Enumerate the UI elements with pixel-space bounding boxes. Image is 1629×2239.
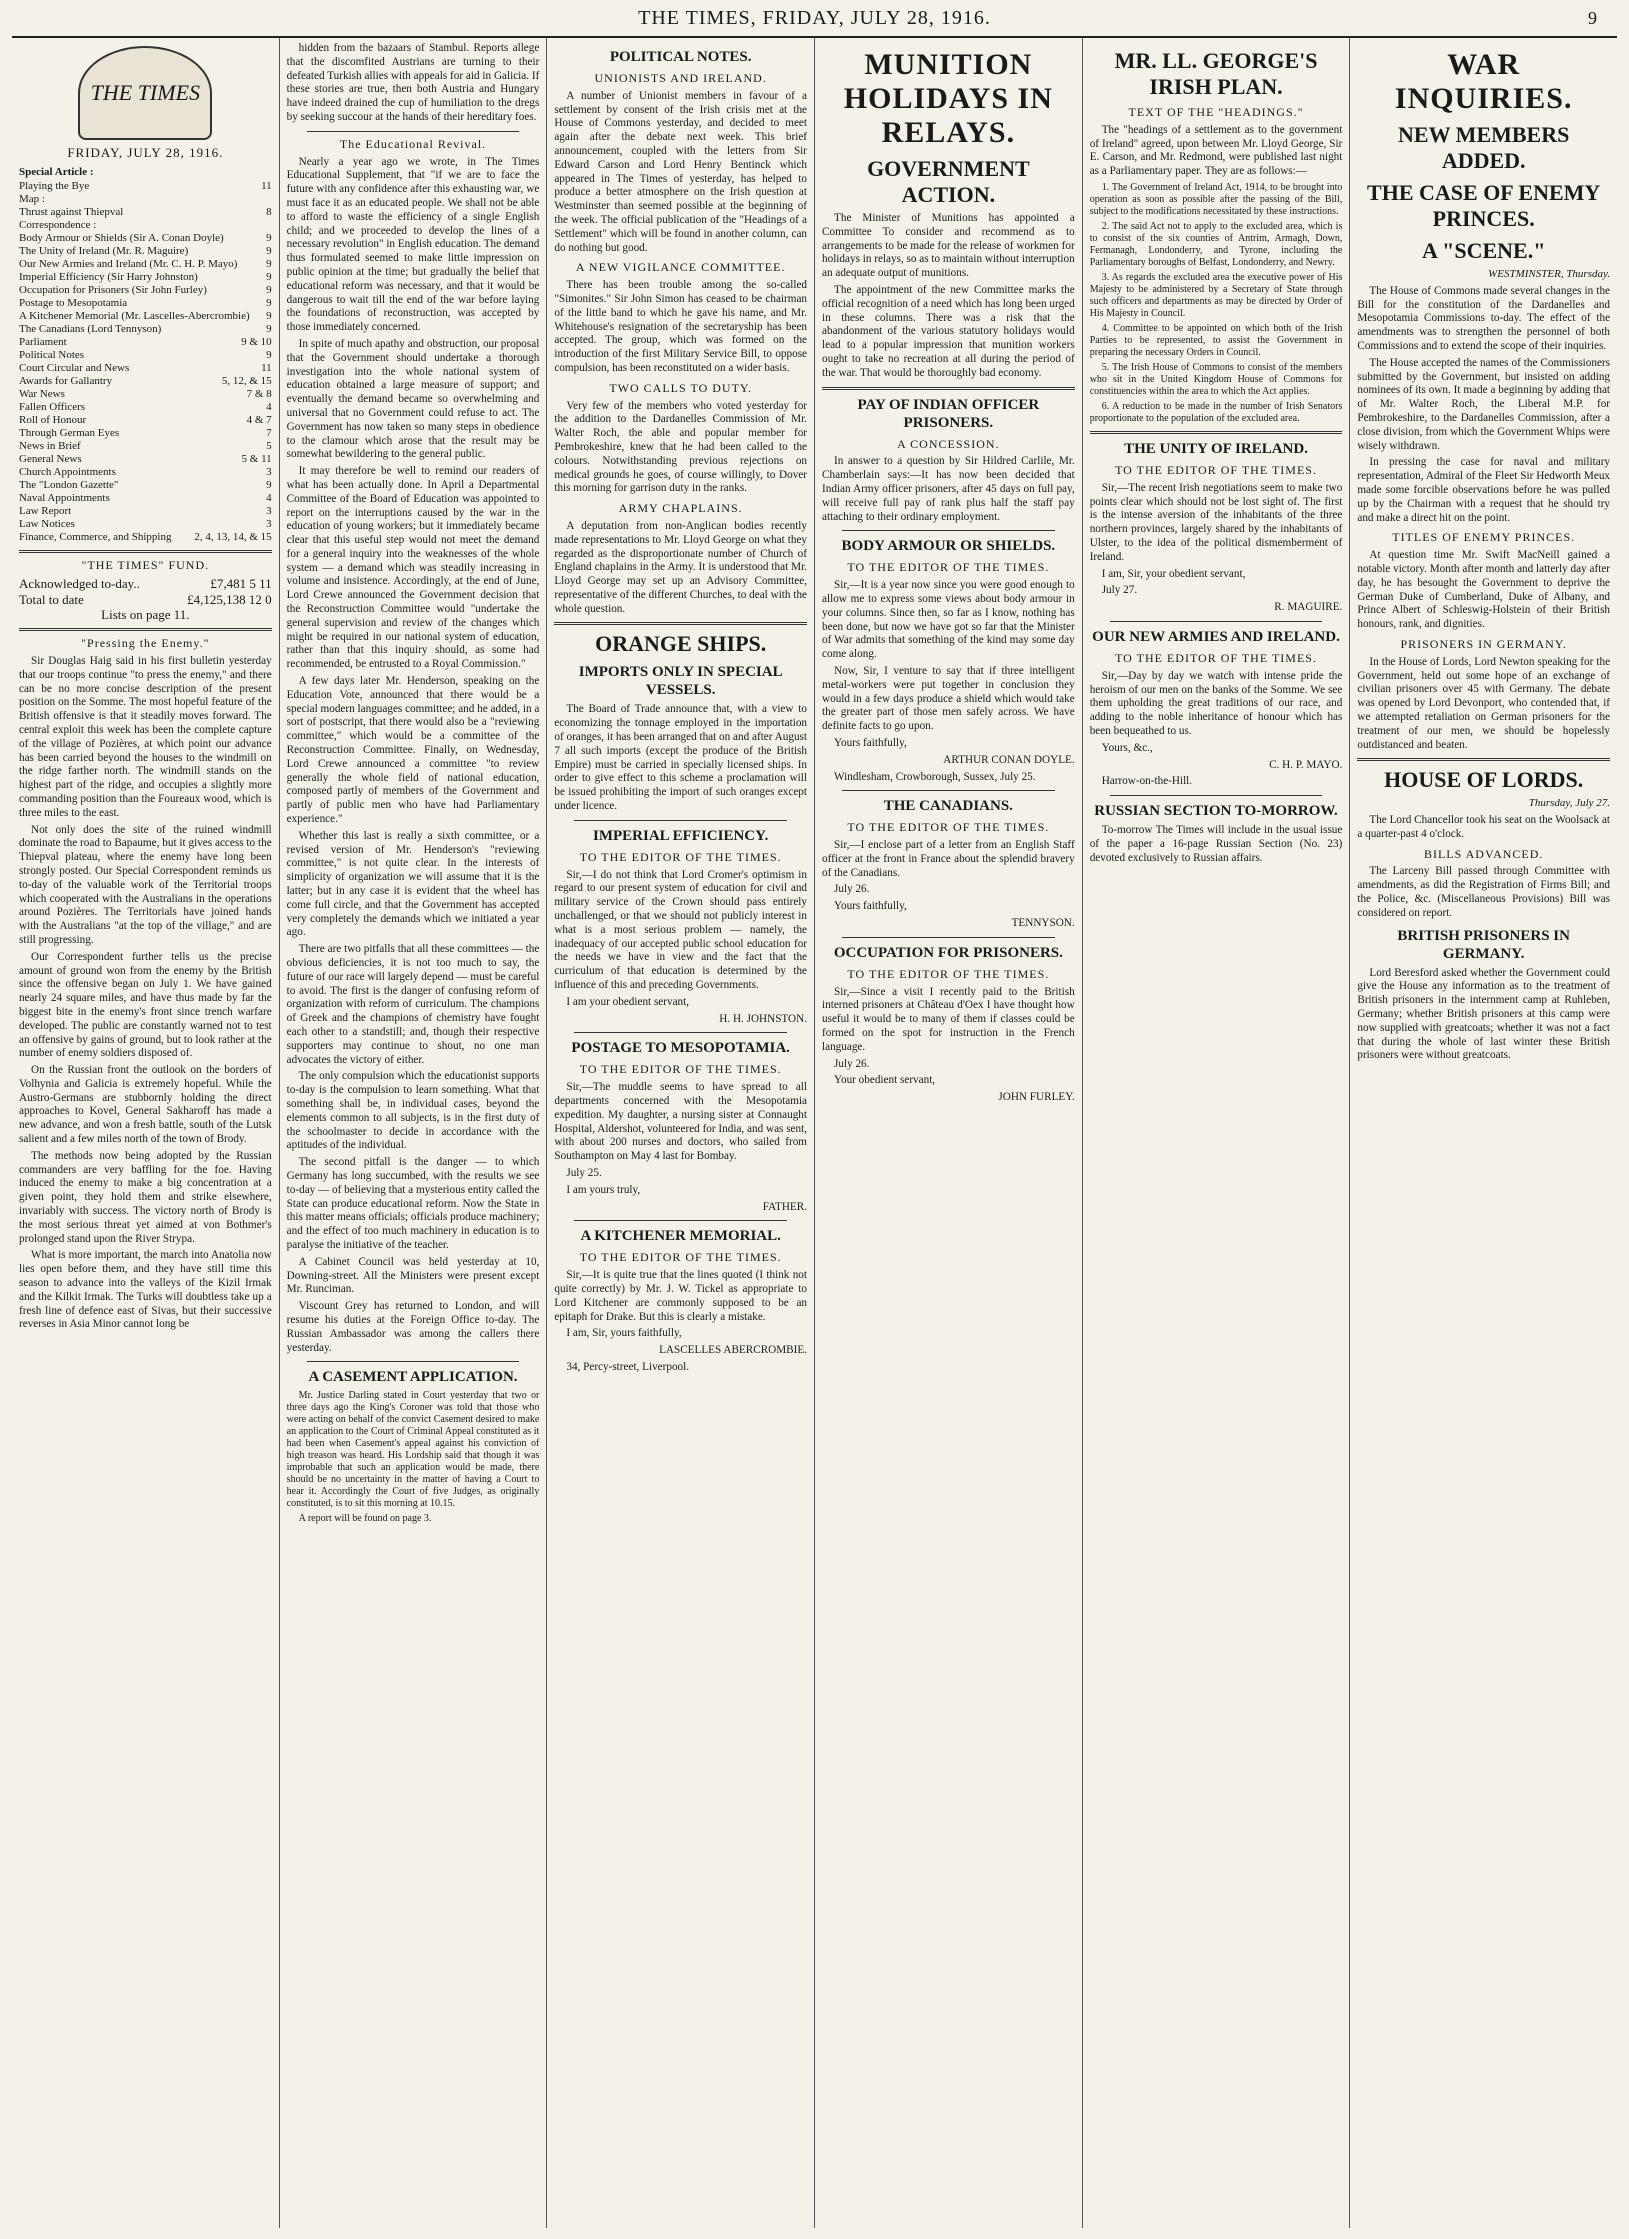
index-entry (19, 271, 272, 284)
body-armour-close: Yours faithfully, (834, 736, 907, 749)
efficiency-signature: H. H. JOHNSTON. (719, 1012, 808, 1025)
index-entry-label: News in Brief (19, 439, 81, 452)
index-entry-page: 9 & 10 (241, 335, 272, 348)
body-armour-heading: BODY ARMOUR OR SHIELDS. (841, 538, 1056, 555)
index-entry-label: Thrust against Thiepval (19, 205, 124, 218)
education-paragraph: A few days later Mr. Henderson, speaking on the Education Vote, announced that there would be a special modern languages committee; and he added, in a sort of postscript, that there would also be a "reviewing committee," which would be a committee of the Reconstruction Committee. Finally, on Wednesday, Lord Crewe announced a committee "to review generally the whole field of national education, composed partly of members of the Government and partly of public men who have had Parliamentary experience." (286, 675, 540, 826)
irish-plan-heading: MR. LL. GEORGE'S IRISH PLAN. (1114, 48, 1318, 99)
occupation-heading: OCCUPATION FOR PRISONERS. (833, 944, 1063, 961)
index-entry-page: 9 (266, 283, 272, 296)
divider (1357, 758, 1610, 761)
index-entry-label: Body Armour or Shields (Sir A. Conan Doyle) (19, 231, 224, 244)
british-prisoners-heading: BRITISH PRISONERS IN GERMANY. (1397, 927, 1570, 962)
unity-date: July 27. (1101, 584, 1138, 597)
index-entry-label: The "London Gazette" (19, 478, 119, 491)
divider (574, 1032, 787, 1033)
vigilance-text: There has been trouble among the so-called "Simonites." Sir John Simon has ceased to be chairman of the little band to which he gave his name, and Mr. Whitehouse's resignation of the secretaryship has been accepted. The group, which was formed on the introduction of the first Military Service Bill, to oppose compulsion, has been reconstituted on a wider basis. (554, 279, 808, 374)
bills-text: The Larceny Bill passed through Committee with amendments, as did the Registration of Firms Bill; and the Police, &c. (Miscellaneous Provisions) Bill was considered on report. (1357, 865, 1611, 919)
fund-total-value: £4,125,138 12 0 (187, 592, 272, 608)
casement-footer: A report will be found on page 3. (298, 1513, 432, 1525)
index-entry (19, 531, 272, 544)
index-entry (19, 219, 272, 232)
war-inquiries-text-3: In pressing the case for naval and military representation, Admiral of the Fleet Sir Hedworth Meux made some forcible observations before he was pulled up by the Chairman with a request that he should try and make a direct hit on the point. (1357, 456, 1611, 524)
index-heading: Special Article : (19, 165, 94, 178)
education-paragraph: There are two pitfalls that all these committees — the obvious deficiencies, it is not too much to say, the future of our race will largely depend — must be careful to avoid. The first is the danger of confusing reform of organization with reform of curriculum. The champions of Greek and the champions of chemistry have fought each other to a standstill; and, though their respective supporters may continue to shout, no one man advocates the victory of either. (286, 943, 540, 1066)
index-entry (19, 284, 272, 297)
page-header-title: THE TIMES, FRIDAY, JULY 28, 1916. (638, 6, 991, 29)
index-entry (19, 414, 272, 427)
index-entry-page: 7 (266, 426, 272, 439)
continued-paragraph: hidden from the bazaars of Stambul. Reports allege that the discomfited Austrians are turning to their defeated Turkish allies with appeals for aid in Galicia. If these stories are true, then both Austria and Hungary have indeed drained the cup of humiliation to the dregs by seeking succour at the hands of their hereditary foes. (286, 42, 540, 123)
kitchener-signature: LASCELLES ABERCROMBIE. (659, 1344, 808, 1357)
leader-paragraph: What is more important, the march into Anatolia now lies open before them, and they have still time this season to advance into the valleys of the Kizil Irmak and the Kilkit Irmak. The Turks will doubtless take up a fresh line of defence east of Sivas, but their successive reverses in Asia Minor cannot long be (19, 1249, 272, 1331)
divider (554, 622, 807, 625)
mesopotamia-text: Sir,—The muddle seems to have spread to all departments concerned with the Mesopotamia expedition. My daughter, a nursing sister at Connaught Hospital, Aldershot, volunteered for India, and was sent, with about 200 nurses and doctors, who sailed from Southampton on May 4 last for Bombay. (554, 1081, 808, 1163)
divider (1110, 795, 1323, 796)
kitchener-subheading: TO THE EDITOR OF THE TIMES. (579, 1250, 782, 1265)
government-action-subheading: GOVERNMENT ACTION. (867, 156, 1030, 207)
mesopotamia-subheading: TO THE EDITOR OF THE TIMES. (579, 1062, 782, 1077)
index-entry (19, 323, 272, 336)
index-entry-label: Court Circular and News (19, 361, 130, 374)
page-number: 9 (1588, 8, 1597, 28)
index-entry-page: 2, 4, 13, 14, & 15 (194, 530, 272, 543)
index-entry-page: 9 (266, 309, 272, 322)
index-entry-page: 11 (261, 361, 272, 374)
index-entry-label: Political Notes (19, 348, 85, 361)
index-entry (19, 492, 272, 505)
index-entry (19, 479, 272, 492)
divider (19, 628, 272, 631)
index-entry-label: Church Appointments (19, 465, 116, 478)
index-entry-page: 7 & 8 (246, 387, 272, 400)
index-entry-page: 9 (266, 270, 272, 283)
index-entry (19, 427, 272, 440)
index-entry-page: 5 (266, 439, 272, 452)
body-armour-signature: ARTHUR CONAN DOYLE. (943, 753, 1075, 766)
index-entry-label: Imperial Efficiency (Sir Harry Johnston) (19, 270, 198, 283)
scene-subheading: A "SCENE." (1421, 238, 1546, 263)
princes-heading: TITLES OF ENEMY PRINCES. (1392, 530, 1576, 545)
index-entry-label: Postage to Mesopotamia (19, 296, 128, 309)
unity-signature: R. MAGUIRE. (1274, 601, 1343, 614)
divider (574, 1220, 787, 1221)
index-entry-label: Through German Eyes (19, 426, 120, 439)
body-armour-address: Windlesham, Crowborough, Sussex, July 25. (834, 770, 1036, 783)
munition-holidays-heading: MUNITION HOLIDAYS IN RELAYS. (843, 48, 1053, 149)
leader-paragraph: On the Russian front the outlook on the borders of Volhynia and Galicia is extremely hopeful. While the Austro-Germans are stubbornly holding the direct approaches to Kovel, General Sakharoff has made a new advance, and won a fresh battle, south of the Lutsk salient and a few miles north of the town of Brody. (19, 1064, 272, 1146)
fund-ack-value: £7,481 5 11 (210, 576, 272, 592)
orange-ships-subheading: IMPORTS ONLY IN SPECIAL VESSELS. (578, 664, 783, 699)
canadians-signature: TENNYSON. (1011, 917, 1075, 930)
index-entry-label: Playing the Bye (19, 179, 90, 192)
war-inquiries-heading: WAR INQUIRIES. (1394, 48, 1573, 115)
divider (307, 1361, 520, 1362)
canadians-heading: THE CANADIANS. (883, 798, 1013, 815)
index-entry-page: 3 (266, 517, 272, 530)
index-entry (19, 349, 272, 362)
index-entry-label: Fallen Officers (19, 400, 86, 413)
divider (1090, 431, 1343, 434)
index-entry (19, 180, 272, 193)
mesopotamia-close: I am yours truly, (566, 1183, 641, 1196)
education-paragraph: The second pitfall is the danger — to which Germany has long succumbed, with the results we see to-day — of believing that a mysterious entity called the State can produce educational reform. Now the State in this matter means officials; officials produce machinery; and the effect of too much machinery in education is to paralyse the initiative of the teacher. (286, 1156, 540, 1251)
fund-heading: "THE TIMES" FUND. (81, 557, 210, 572)
index-entry-page: 4 & 7 (246, 413, 272, 426)
body-armour-text-2: Now, Sir, I venture to say that if three intelligent metal-workers were put together in conclusion they would in a few days produce a shield which would take the greater part of those men safely across. We have definite facts to go upon. (822, 664, 1075, 733)
casement-heading: A CASEMENT APPLICATION. (308, 1369, 518, 1386)
plan-item: 5. The Irish House of Commons to consist of the members who sit in the United Kingdom House of Commons for constituencies within the area to which the Act applies. (1089, 361, 1343, 397)
index-entry-label: Law Notices (19, 517, 75, 530)
index-entry-page: 5 & 11 (241, 452, 272, 465)
unity-subheading: TO THE EDITOR OF THE TIMES. (1115, 462, 1317, 477)
index-entry (19, 336, 272, 349)
canadians-text: Sir,—I enclose part of a letter from an English Staff officer at the front in France about the splendid bravery of the Canadians. (822, 839, 1075, 879)
fund-acknowledged (19, 576, 272, 592)
divider (1110, 621, 1323, 622)
divider (574, 820, 787, 821)
index-entry-page: 9 (266, 322, 272, 335)
index-entry-page: 4 (266, 400, 272, 413)
divider (842, 530, 1055, 531)
column-3 (547, 38, 815, 2228)
index-entry-label: A Kitchener Memorial (Mr. Lascelles-Abercrombie) (19, 309, 250, 322)
index-entry-label: Finance, Commerce, and Shipping (19, 530, 172, 543)
efficiency-close: I am your obedient servant, (566, 995, 690, 1008)
divider (19, 550, 272, 553)
column-4 (815, 38, 1083, 2228)
index-entry (19, 401, 272, 414)
index-entry-label: Parliament (19, 335, 67, 348)
war-inquiries-text-2: The House accepted the names of the Commissioners submitted by the Government, but insisted on adding nominees of its own. It made a beginning by adding that of Mr. Walter Roch, the Liberal M.P. for Pembrokeshire, to the Dardanelles Commission, after a close division, from which the Government Whips were wisely withdrawn. (1357, 356, 1611, 452)
prisoners-heading: PRISONERS IN GERMANY. (1400, 636, 1567, 651)
index-entry-page: 9 (266, 257, 272, 270)
chaplains-text: A deputation from non-Anglican bodies recently made representations to Mr. Lloyd George on what they regarded as the disproportionate number of Church of England chaplains in the Army. It is understood that Mr. Lloyd George may set up an Advisory Committee, representative of the different Churches, to deal with the whole question. (554, 519, 808, 615)
issue-date: FRIDAY, JULY 28, 1916. (67, 145, 224, 160)
index-entry-page: 5, 12, & 15 (221, 374, 272, 387)
index-entry (19, 297, 272, 310)
index-entry (19, 518, 272, 531)
index-entry (19, 310, 272, 323)
education-paragraph: It may therefore be well to remind our readers of what has been actually done. In April a Departmental Committee of the Board of Education was appointed to report on the interruptions caused by the war in the education of young workers; but it immediately became clear that this useful step would not meet the demand for a general inquiry into the weaknesses of the whole system — a demand which was steadily increasing in volume and insistence. Accordingly, at the end of June, Lord Crewe announced the Government decision that the Reconstruction Committee would "undertake the general supervision and review of the changes which might be required in our national system of education, rather than that this inquiry should, as some had recommended, be entrusted to a Royal Commission." (286, 465, 540, 671)
political-notes-heading: POLITICAL NOTES. (609, 49, 752, 65)
indian-officers-heading: PAY OF INDIAN OFFICER PRISONERS. (857, 396, 1040, 431)
armies-close: Yours, &c., (1101, 741, 1153, 754)
index-entry-page: 3 (266, 465, 272, 478)
index-entry (19, 232, 272, 245)
index-entry-page: 9 (266, 244, 272, 257)
efficiency-subheading: TO THE EDITOR OF THE TIMES. (579, 849, 782, 864)
leader-paragraph: The methods now being adopted by the Russian commanders are very baffling for the foe. Having induced the enemy to make a big concentration at a given point, they hold them and strike elsewhere, invariably with success. The victory north of Brody is the most serious threat yet aimed at von Bothmer's prolonged stand upon the River Strypa. (19, 1149, 272, 1245)
canadians-date: July 26. (834, 883, 870, 896)
house-of-lords-heading: HOUSE OF LORDS. (1384, 767, 1584, 793)
enemy-princes-subheading: THE CASE OF ENEMY PRINCES. (1367, 180, 1601, 231)
occupation-text: Sir,—Since a visit I recently paid to the British interned prisoners at Château d'Oex I have thought how useful it would be to many of them if classes could be formed on the spot for instruction in the French language. (822, 985, 1075, 1053)
contents-index (19, 180, 272, 544)
british-prisoners-text: Lord Beresford asked whether the Government could give the House any information as to the treatment of British prisoners in the internment camp at Ruhleben, Germany; whether British prisoners at this camp were now supplied with greatcoats; whether it was not a fact that during the whole of last winter these British prisoners were without greatcoats. (1357, 966, 1611, 1062)
russian-section-heading: RUSSIAN SECTION TO-MORROW. (1094, 803, 1338, 820)
lords-text: The Lord Chancellor took his seat on the Woolsack at a quarter-past 4 o'clock. (1357, 814, 1611, 840)
armies-heading: OUR NEW ARMIES AND IRELAND. (1092, 628, 1340, 645)
index-entry-page: 11 (261, 179, 272, 192)
column-5 (1083, 38, 1351, 2228)
casement-text: Mr. Justice Darling stated in Court yesterday that two or three days ago the King's Coroner was told that those who were acting on behalf of the convict Casement desired to make an application to the Court of Criminal Appeal constituted as it had been when Casement's appeal against his conviction of high treason was heard. His Lordship said that though it was improbable that such an application would be made, there should be no uncertainty in the matter of having a Court to hear it. Accordingly the Court of five Judges, as originally constituted, is to sit this morning at 10.15. (286, 1390, 540, 1510)
masthead (12, 0, 1617, 38)
index-entry-label: Roll of Honour (19, 413, 87, 426)
education-paragraph: In spite of much apathy and obstruction, our proposal that the Government should undertake a thorough investigation into the whole national system of education obtained a large measure of support; and eventually the demand became so overwhelming and universal that no Government could refuse to act. The Government has now taken so many steps in obedience to the clamour which arose that the result may be somewhat bewildering to the general public. (286, 337, 540, 461)
munition-text-1: The Minister of Munitions has appointed a Committee To consider and recommend as to arrangements to be made for the release of workmen for holidays in relays, so as to maintain without interruption an adequate output of munitions. (822, 212, 1075, 280)
index-entry-page: 9 (266, 348, 272, 361)
education-paragraph: Whether this last is really a sixth committee, or a revised version of Mr. Henderson's "reviewing committee," is not quite clear. In the interests of simplicity of organization we will assume that it is the latter; but in any case it is evident that the wheel has come full circle, and that the Government has accepted very completely the demands which we initiated a year ago. (286, 829, 540, 939)
index-entry-label: War News (19, 387, 65, 400)
index-entry-label: The Canadians (Lord Tennyson) (19, 322, 162, 335)
armies-subheading: TO THE EDITOR OF THE TIMES. (1115, 650, 1317, 665)
plan-item: 3. As regards the excluded area the executive power of His Majesty to be administered by a Secretary of State through such officers and departments as may be directed by Order of His Majesty in Council. (1089, 271, 1343, 319)
index-entry (19, 453, 272, 466)
occupation-close: Your obedient servant, (834, 1074, 936, 1087)
index-entry-label: Occupation for Prisoners (Sir John Furley) (19, 283, 207, 296)
index-entry-label: Correspondence : (19, 218, 97, 231)
kitchener-address: 34, Percy-street, Liverpool. (566, 1360, 690, 1373)
armies-signature: C. H. P. MAYO. (1269, 758, 1343, 771)
times-crest-logo: THE TIMES (78, 46, 212, 140)
plan-item: 1. The Government of Ireland Act, 1914, to be brought into operation as soon as possible after the passing of the Bill, subject to the modifications necessitated by these instructions. (1089, 181, 1343, 217)
irish-plan-items (1090, 182, 1343, 425)
prisoners-text: In the House of Lords, Lord Newton speaking for the Government, held out some hope of an exchange of civilian prisoners over 45 with Germany. The debate was opened by Lord Devonport, who contended that, if we attempted retaliation on German prisoners for the treatment of our men, we should be hopelessly outdistanced and beaten. (1357, 655, 1611, 751)
index-entry-page: 3 (266, 504, 272, 517)
index-entry-page: 9 (266, 296, 272, 309)
divider (822, 387, 1075, 390)
index-entry-page: 8 (266, 205, 272, 218)
divider (842, 790, 1055, 791)
index-entry (19, 193, 272, 206)
index-entry-label: Naval Appointments (19, 491, 110, 504)
armies-text: Sir,—Day by day we watch with intense pride the heroism of our men on the banks of the Somme. We see them upholding the great traditions of our race, and adding to the noble inheritance of honour which has been bequeathed to us. (1089, 669, 1343, 737)
irish-plan-intro: The "headings of a settlement as to the government of Ireland" agreed, upon between Mr. Lloyd George, Sir E. Carson, and Mr. Redmond, were published last night as a Parliamentary paper. They are as follows:— (1089, 123, 1343, 178)
unity-heading: THE UNITY OF IRELAND. (1124, 440, 1308, 457)
column-6 (1350, 38, 1617, 2228)
columns (12, 38, 1617, 2228)
russian-section-text: To-morrow The Times will include in the usual issue of the paper a 16-page Russian Section (No. 23) devoted exclusively to Russian affairs. (1089, 824, 1343, 864)
index-entry (19, 206, 272, 219)
vigilance-subheading: A NEW VIGILANCE COMMITTEE. (575, 260, 786, 275)
dateline: WESTMINSTER, Thursday. (1488, 268, 1611, 280)
education-paragraph: Nearly a year ago we wrote, in The Times Educational Supplement, that "if we are to face the future with any confidence after this exhausting war, we must face it as an educated people. We shall not be able to afford to waste the efficiency of a single English child; and we proceeded to develop the lines of a necessary revolution" in English education. The demand thus formulated seemed to make little impression on public opinion at the time; but gradually the belief that educational reform was necessary, and that it would be dangerous to wait till the end of the war before laying the foundations of reconstruction, was accepted by those immediately concerned. (286, 155, 540, 334)
leader-paragraph: Not only does the site of the ruined windmill dominate the road to Bapaume, but it gives access to the Thiepval plateau, where the enemy have long been strongly posted. Our Special Correspondent reminds us to-day of the valuable work of the Territorial troops which cooperated with the Australians in the operations around Pozières. The Territorials have joined hands with the Australians "at the top of the village," and are still progressing. (19, 823, 272, 946)
mesopotamia-signature: FATHER. (762, 1200, 808, 1213)
kitchener-close: I am, Sir, yours faithfully, (566, 1327, 682, 1340)
index-entry-page: 9 (266, 231, 272, 244)
leader-article (19, 655, 272, 1332)
headings-subheading: TEXT OF THE "HEADINGS." (1128, 105, 1304, 119)
kitchener-text: Sir,—It is quite true that the lines quoted (I think not quite correctly) by Mr. J. W. Tickel as appropriate to Lord Kitchener are commonly supposed to be an epitaph for Drake. But this is clearly a mistake. (554, 1269, 808, 1323)
lords-date: Thursday, July 27. (1528, 797, 1611, 810)
divider (307, 131, 520, 132)
duty-text: Very few of the members who voted yesterday for the addition to the Dardanelles Commission of Mr. Walter Roch, the able and popular member for Pembrokeshire, knew that he had been called to the colours. Notwithstanding previous rejections on medical grounds he goes, of course willingly, to Dover this morning for garrison duty in the ranks. (554, 399, 808, 495)
fund-total (19, 592, 272, 608)
index-entry (19, 505, 272, 518)
kitchener-heading: A KITCHENER MEMORIAL. (580, 1228, 781, 1245)
index-entry-label: The Unity of Ireland (Mr. R. Maguire) (19, 244, 189, 257)
unity-text: Sir,—The recent Irish negotiations seem to make two points clear which should not be lost sight of. The first is the intense aversion of the inhabitants of the three northern provinces, largely shared by the inhabitants of Ulster, to the idea of the political dismemberment of Ireland. (1089, 481, 1343, 563)
orange-ships-heading: ORANGE SHIPS. (595, 631, 767, 657)
efficiency-heading: IMPERIAL EFFICIENCY. (593, 827, 769, 844)
unionists-text: A number of Unionist members in favour of a settlement by consent of the Irish crisis met at the House of Commons yesterday, and decided to meet again after the debate next week. This brief announcement, coupled with the letters from Sir Edward Carson and Lord Henry Bentinck which appeared in The Times of yesterday, has helped to produce a better atmosphere on the Irish question at Westminster than seemed possible at the beginning of the week. The official publication of the "Headings of a Settlement" which will be found in another column, can do nothing but good. (554, 89, 808, 254)
body-armour-subheading: TO THE EDITOR OF THE TIMES. (847, 560, 1050, 575)
fund-ack-label: Acknowledged to-day.. (19, 576, 140, 592)
leader-paragraph: Sir Douglas Haig said in his first bulletin yesterday that our troops continue "to press the enemy," and there can be no more concise description of the present position on the Somme. The most hopeful feature of the British offensive is that it steadily moves forward. The central exploit this week has been the complete capture of the village of Pozières, at which point our advance has been carried beyond the houses to the windmill on the ridge farther north. The windmill stands on the highest part of the ridge, and occupies a slightly more commanding position than the Foureaux wood, which is three miles to the east. (19, 654, 272, 819)
index-entry-label: Law Report (19, 504, 72, 517)
unity-close: I am, Sir, your obedient servant, (1101, 567, 1246, 580)
occupation-subheading: TO THE EDITOR OF THE TIMES. (847, 966, 1050, 981)
education-article (287, 156, 540, 1356)
chaplains-subheading: ARMY CHAPLAINS. (618, 501, 743, 516)
indian-officers-text: In answer to a question by Sir Hildred Carlile, Mr. Chamberlain says:—It has now been decided that Indian Army officer prisoners, after 45 days on full pay, will receive full pay of rank plus half the staff pay attaching to their ordinary employment. (822, 455, 1075, 523)
index-entry-label: Map : (19, 192, 45, 205)
occupation-signature: JOHN FURLEY. (998, 1091, 1075, 1104)
orange-ships-text: The Board of Trade announce that, with a view to economizing the tonnage employed in the importation of oranges, it has been arranged that on and after August 7 all such imports (except the produce of the British Empire) must be carried in specially licensed ships. In order to give effect to this scheme a proclamation will be issued prohibiting the import of such oranges except under licence. (554, 703, 808, 813)
efficiency-text: Sir,—I do not think that Lord Cromer's optimism in regard to our present system of education for civil and military service of the Crown should pass entirely unchallenged, or that we should not publicly interest in what is a most serious problem — namely, the inadequacy of our accepted public school education for the needs we have in view and the fact that the curriculum of that education is determined by the influence of this and preceding Governments. (554, 868, 808, 992)
divider (842, 937, 1055, 938)
index-entry (19, 466, 272, 479)
column-2 (280, 38, 548, 2228)
unionists-subheading: UNIONISTS AND IRELAND. (594, 71, 767, 85)
new-members-subheading: NEW MEMBERS ADDED. (1398, 122, 1570, 173)
indian-officers-subheading: A CONCESSION. (897, 436, 1000, 451)
index-entry-page: 4 (266, 491, 272, 504)
bills-heading: BILLS ADVANCED. (1423, 846, 1544, 861)
occupation-date: July 26. (834, 1057, 870, 1070)
index-entry (19, 388, 272, 401)
index-entry-label: General News (19, 452, 82, 465)
body-armour-text-1: Sir,—It is a year now since you were good enough to allow me to express some views about body armour in your columns. Since then, so far as I know, nothing has been done, but now we have got so far that the Minister of War admits that something of the kind may some day come along. (822, 579, 1075, 661)
fund-total-label: Total to date (19, 592, 84, 608)
canadians-subheading: TO THE EDITOR OF THE TIMES. (847, 820, 1050, 835)
leader-paragraph: Our Correspondent further tells us the precise amount of ground won from the enemy by the British since the offensive began on July 1. We have gained nearly 24 square miles, and have thus made by far the biggest bite in the enemy's front since trench warfare developed. The public are constantly warned not to test an offensive by gains of ground, but to look rather at the number of enemy soldiers disposed of. (19, 950, 272, 1060)
column-1 (12, 38, 280, 2228)
education-paragraph: Viscount Grey has returned to London, and will resume his duties at the Foreign Office to-day. The Russian Ambassador was among the callers there yesterday. (286, 1300, 540, 1354)
index-entry (19, 362, 272, 375)
index-entry (19, 375, 272, 388)
index-entry-page: 9 (266, 478, 272, 491)
canadians-close: Yours faithfully, (834, 900, 907, 913)
index-entry (19, 258, 272, 271)
plan-item: 2. The said Act not to apply to the excluded area, which is to consist of the six counties of Antrim, Armagh, Down, Fermanagh, Londonderry, and Tyrone, including the Parliamentary boroughs of Belfast, Londonderry, and Newry. (1089, 220, 1343, 268)
leader-heading: "Pressing the Enemy." (81, 636, 210, 651)
education-paragraph: The only compulsion which the educationist supports to-day is the compulsion to learn something. What that something shall be, in individual cases, beyond the elements common to all subjects, is in the first duty of the schoolmaster to decide in accordance with the aptitudes of the individual. (286, 1070, 540, 1152)
plan-item: 6. A reduction to be made in the number of Irish Senators proportionate to the population of the excluded area. (1089, 400, 1343, 424)
index-entry-label: Our New Armies and Ireland (Mr. C. H. P. Mayo) (19, 257, 238, 270)
princes-text: At question time Mr. Swift MacNeill gained a notable victory. Month after month and latterly day after day, he has besought the Government to deprive the German Duke of Cumberland, Duke of Albany, and Prince Albert of Schleswig-Holstein of their British honours, rank, and dignities. (1357, 549, 1611, 631)
index-entry (19, 245, 272, 258)
mesopotamia-heading: POSTAGE TO MESOPOTAMIA. (571, 1040, 790, 1057)
war-inquiries-text-1: The House of Commons made several changes in the Bill for the constitution of the Dardanelles and Mesopotamia Commissions to-day. The effect of the amendments was to strengthen the personnel of both Commissions and to extend the scope of their inquiries. (1357, 284, 1611, 352)
duty-subheading: TWO CALLS TO DUTY. (609, 380, 753, 395)
index-entry (19, 440, 272, 453)
armies-address: Harrow-on-the-Hill. (1101, 775, 1193, 788)
education-paragraph: A Cabinet Council was held yesterday at 10, Downing-street. All the Ministers were present except Mr. Runciman. (286, 1255, 540, 1296)
index-entry-label: Awards for Gallantry (19, 374, 113, 387)
education-heading: The Educational Revival. (339, 136, 487, 151)
fund-lists-note: Lists on page 11. (101, 607, 190, 623)
munition-text-2: The appointment of the new Committee marks the official recognition of a need which has long been urged in these columns. There was a risk that the abandonment of the various statutory holidays would lead to a popular impression that munition workers ought to take no recreation at all during the period of the war. That would be thoroughly bad economy. (822, 283, 1075, 379)
mesopotamia-date: July 25. (566, 1167, 602, 1179)
plan-item: 4. Committee to be appointed on which both of the Irish Parties to be represented, to assist the Government in preparing the necessary Orders in Council. (1089, 322, 1343, 358)
